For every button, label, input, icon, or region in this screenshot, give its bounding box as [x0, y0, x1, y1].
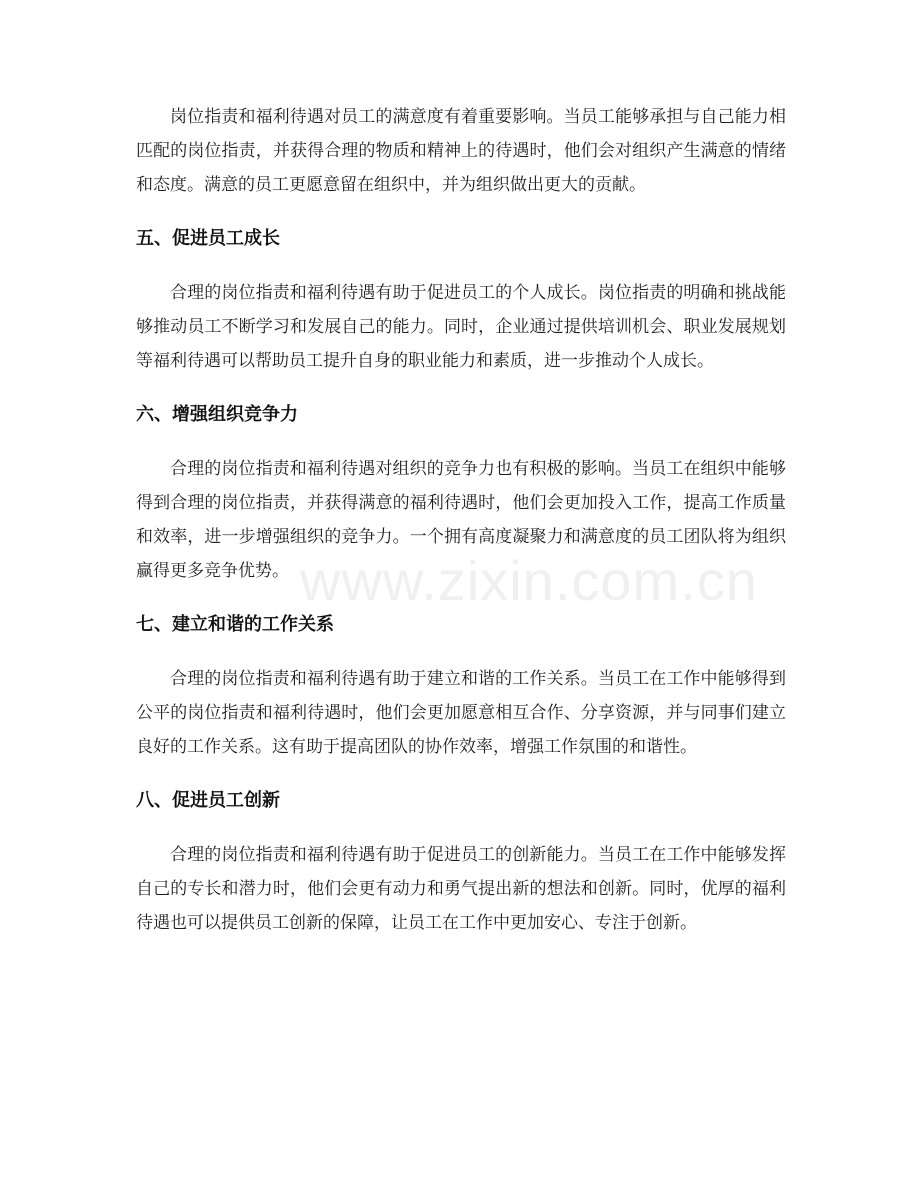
- heading-section-7: 七、建立和谐的工作关系: [136, 614, 334, 635]
- heading-section-5: 五、促进员工成长: [136, 228, 280, 249]
- paragraph-intro: 岗位指责和福利待遇对员工的满意度有着重要影响。当员工能够承担与自己能力相匹配的岗位指责，并获得合理的物质和精神上的待遇时，他们会对组织产生满意的情绪和态度。满意的员工更愿意留在组织中，并为组织做出更大的贡献。: [136, 107, 786, 195]
- document-body: [136, 100, 786, 940]
- heading-section-8: 八、促进员工创新: [136, 790, 280, 811]
- heading-section-6: 六、增强组织竞争力: [136, 404, 298, 425]
- watermark: www.zixin.com.cn: [300, 549, 758, 612]
- paragraph-section-6: 合理的岗位指责和福利待遇对组织的竞争力也有积极的影响。当员工在组织中能够得到合理的岗位指责，并获得满意的福利待遇时，他们会更加投入工作，提高工作质量和效率，进一步增强组织的竞争力。一个拥有高度凝聚力和满意度的员工团队将为组织赢得更多竞争优势。: [136, 459, 786, 581]
- paragraph-section-7: 合理的岗位指责和福利待遇有助于建立和谐的工作关系。当员工在工作中能够得到公平的岗位指责和福利待遇时，他们会更加愿意相互合作、分享资源，并与同事们建立良好的工作关系。这有助于提高团队的协作效率，增强工作氛围的和谐性。: [136, 669, 786, 757]
- paragraph-section-8: 合理的岗位指责和福利待遇有助于促进员工的创新能力。当员工在工作中能够发挥自己的专长和潜力时，他们会更有动力和勇气提出新的想法和创新。同时，优厚的福利待遇也可以提供员工创新的保障，让员工在工作中更加安心、专注于创新。: [136, 845, 786, 933]
- paragraph-section-5: 合理的岗位指责和福利待遇有助于促进员工的个人成长。岗位指责的明确和挑战能够推动员工不断学习和发展自己的能力。同时，企业通过提供培训机会、职业发展规划等福利待遇可以帮助员工提升自身的职业能力和素质，进一步推动个人成长。: [136, 283, 786, 371]
